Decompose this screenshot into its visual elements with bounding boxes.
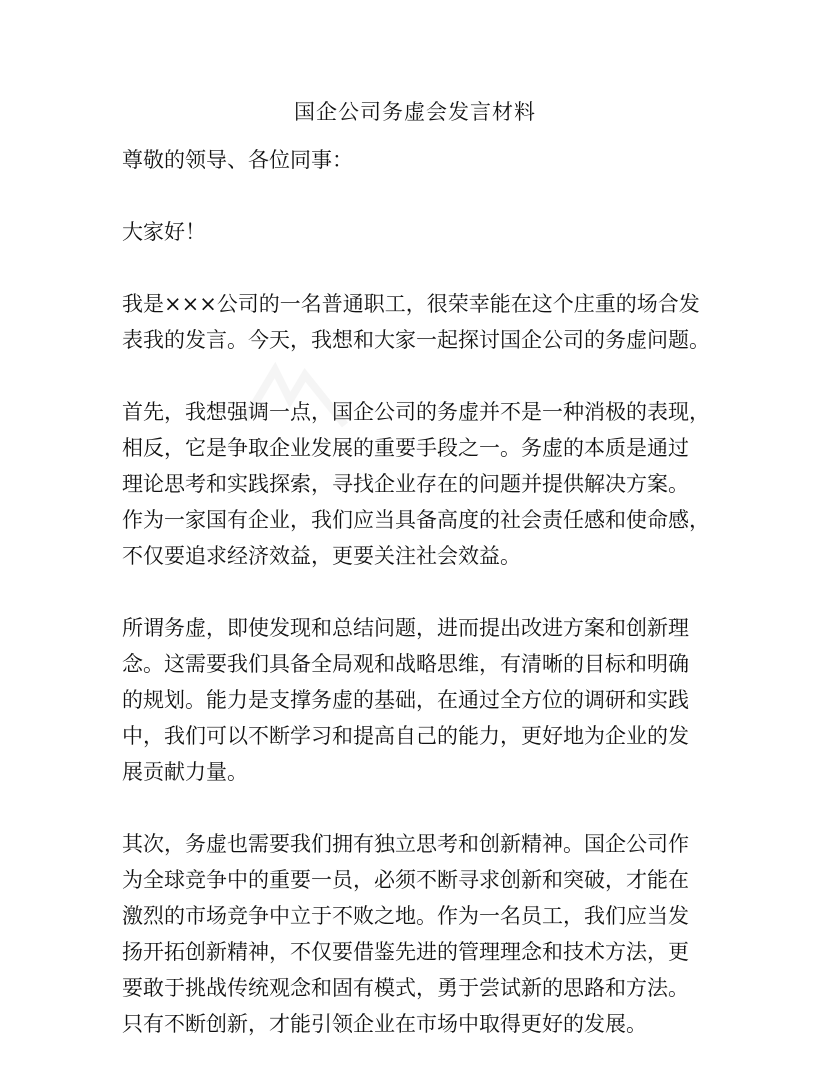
paragraph-line: 念。这需要我们具备全局观和战略思维，有清晰的目标和明确 [122, 652, 689, 676]
paragraph-4 [122, 826, 722, 1042]
paragraph-line: 首先，我想强调一点，国企公司的务虚并不是一种消极的表现， [122, 400, 710, 424]
paragraph-line: 其次，务虚也需要我们拥有独立思考和创新精神。国企公司作 [122, 832, 689, 856]
paragraph-line: 展贡献力量。 [122, 760, 248, 784]
paragraph-line: 中，我们可以不断学习和提高自己的能力，更好地为企业的发 [122, 724, 689, 748]
salutation: 尊敬的领导、各位同事： [122, 148, 353, 172]
paragraph-line: 相反，它是争取企业发展的重要手段之一。务虚的本质是通过 [122, 436, 689, 460]
paragraph-line: 要敢于挑战传统观念和固有模式，勇于尝试新的思路和方法。 [122, 976, 689, 1000]
paragraph-line: 表我的发言。今天，我想和大家一起探讨国企公司的务虚问题。 [122, 328, 710, 352]
paragraph-line: 为全球竞争中的重要一员，必须不断寻求创新和突破，才能在 [122, 868, 689, 892]
paragraph-line: 我是×××公司的一名普通职工，很荣幸能在这个庄重的场合发 [122, 292, 700, 316]
document-title: 国企公司务虚会发言材料 [294, 100, 536, 124]
paragraph-3 [122, 610, 722, 790]
paragraph-1 [122, 286, 722, 358]
paragraph-line: 的规划。能力是支撑务虚的基础，在通过全方位的调研和实践 [122, 688, 689, 712]
paragraph-line: 不仅要追求经济效益，更要关注社会效益。 [122, 544, 521, 568]
paragraph-line: 理论思考和实践探索，寻找企业存在的问题并提供解决方案。 [122, 472, 689, 496]
document-body [122, 142, 722, 1078]
paragraph-line: 激烈的市场竞争中立于不败之地。作为一名员工，我们应当发 [122, 904, 689, 928]
paragraph-line: 作为一家国有企业，我们应当具备高度的社会责任感和使命感， [122, 508, 710, 532]
paragraph-line: 所谓务虚，即使发现和总结问题，进而提出改进方案和创新理 [122, 616, 689, 640]
paragraph-line: 只有不断创新，才能引领企业在市场中取得更好的发展。 [122, 1012, 647, 1036]
paragraph-line: 扬开拓创新精神，不仅要借鉴先进的管理理念和技术方法，更 [122, 940, 689, 964]
paragraph-2 [122, 394, 722, 574]
greeting: 大家好！ [122, 220, 206, 244]
